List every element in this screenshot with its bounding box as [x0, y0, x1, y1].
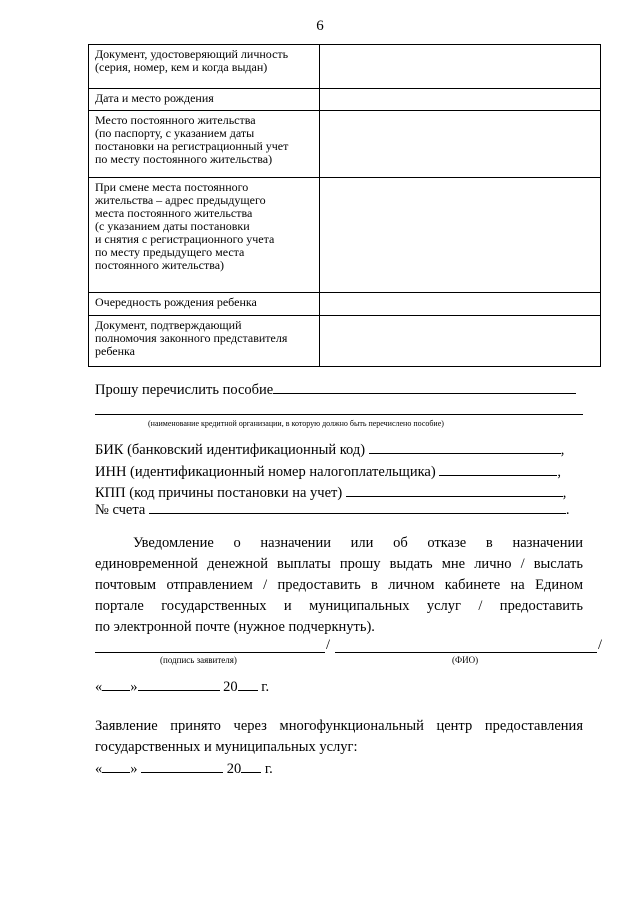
accepted-line: Заявление принято через многофункциональный центр предоставления — [95, 718, 583, 734]
row-value-field[interactable] — [320, 111, 601, 178]
applicant-data-table — [88, 44, 601, 367]
table-row — [89, 45, 601, 89]
row-label: Очередность рождения ребенка — [89, 293, 320, 316]
fio-line[interactable] — [335, 652, 597, 653]
row-value-field[interactable] — [320, 45, 601, 89]
day-field[interactable] — [102, 677, 130, 691]
inn-comma: , — [557, 464, 561, 480]
notice-paragraph — [95, 533, 583, 638]
account-field[interactable] — [149, 500, 566, 514]
date-open-quote: « — [95, 761, 103, 777]
table-row — [89, 89, 601, 111]
date-line-applicant — [95, 677, 269, 696]
inn-label: ИНН (идентификационный номер налогоплательщика) — [95, 464, 436, 480]
bik-label: БИК (банковский идентификационный код) — [95, 442, 366, 458]
month-field[interactable] — [138, 677, 220, 691]
bank-caption: (наименование кредитной организации, в которую должно быть перечислено пособие) — [148, 419, 444, 428]
notice-line: почтовым отправлением / предоставить в личном кабинете на Едином — [95, 577, 583, 593]
year-prefix: 20 — [223, 679, 238, 695]
fio-separator: / — [598, 637, 603, 653]
year-field[interactable] — [238, 677, 258, 691]
account-line — [95, 500, 570, 519]
bik-field[interactable] — [369, 440, 561, 454]
accepted-paragraph — [95, 716, 583, 758]
date-close-quote: » — [130, 761, 138, 777]
signature-separator: / — [326, 637, 331, 653]
date-open-quote: « — [95, 679, 103, 695]
bik-line — [95, 440, 564, 459]
notice-line: Уведомление о назначении или об отказе в назначении — [133, 535, 583, 551]
year-prefix: 20 — [226, 761, 242, 777]
row-value-field[interactable] — [320, 89, 601, 111]
row-value-field[interactable] — [320, 316, 601, 367]
account-period: . — [565, 502, 570, 518]
row-label: Документ, удостоверяющий личность (серия, номер, кем и когда выдан) — [89, 45, 320, 89]
page-number: 6 — [316, 18, 324, 34]
year-field[interactable] — [241, 759, 261, 773]
bank-name-line[interactable] — [95, 414, 583, 415]
notice-line: по электронной почте (нужное подчеркнуть). — [95, 619, 375, 635]
row-label: Документ, подтверждающий полномочия законного представителя ребенка — [89, 316, 320, 367]
inn-line — [95, 462, 561, 481]
row-value-field[interactable] — [320, 178, 601, 293]
day-field[interactable] — [102, 759, 130, 773]
row-label: При смене места постоянного жительства – адрес предыдущего места постоянного жительства (с указанием даты постановки и снятия с регистрационного учета по месту предыдущего места постоянного жительства) — [89, 178, 320, 293]
year-suffix: г. — [261, 679, 270, 695]
row-label: Место постоянного жительства (по паспорту, с указанием даты постановки на регистрационный учет по месту постоянного жительства) — [89, 111, 320, 178]
fio-caption: (ФИО) — [452, 655, 479, 665]
notice-line: портале государственных и муниципальных услуг / предоставить — [95, 598, 583, 614]
month-field[interactable] — [141, 759, 223, 773]
notice-line: единовременной денежной выплаты прошу выдать мне лично / выслать — [95, 556, 583, 572]
kpp-label: КПП (код причины постановки на учет) — [95, 485, 343, 501]
payment-request-line — [95, 380, 576, 399]
table-row — [89, 111, 601, 178]
accepted-line: государственных и муниципальных услуг: — [95, 739, 358, 755]
table-row — [89, 316, 601, 367]
kpp-comma: , — [562, 485, 567, 501]
year-suffix: г. — [264, 761, 273, 777]
signature-line[interactable] — [95, 652, 325, 653]
signature-caption: (подпись заявителя) — [160, 655, 237, 665]
table-row — [89, 293, 601, 316]
inn-field[interactable] — [439, 462, 557, 476]
kpp-field[interactable] — [346, 483, 563, 497]
bank-name-field[interactable] — [273, 380, 576, 394]
table-row — [89, 178, 601, 293]
date-line-accepted — [95, 759, 273, 778]
row-value-field[interactable] — [320, 293, 601, 316]
row-label: Дата и место рождения — [89, 89, 320, 111]
account-label: № счета — [95, 502, 146, 518]
date-close-quote: » — [130, 679, 138, 695]
payment-request-label: Прошу перечислить пособие — [95, 382, 274, 398]
bik-comma: , — [560, 442, 565, 458]
